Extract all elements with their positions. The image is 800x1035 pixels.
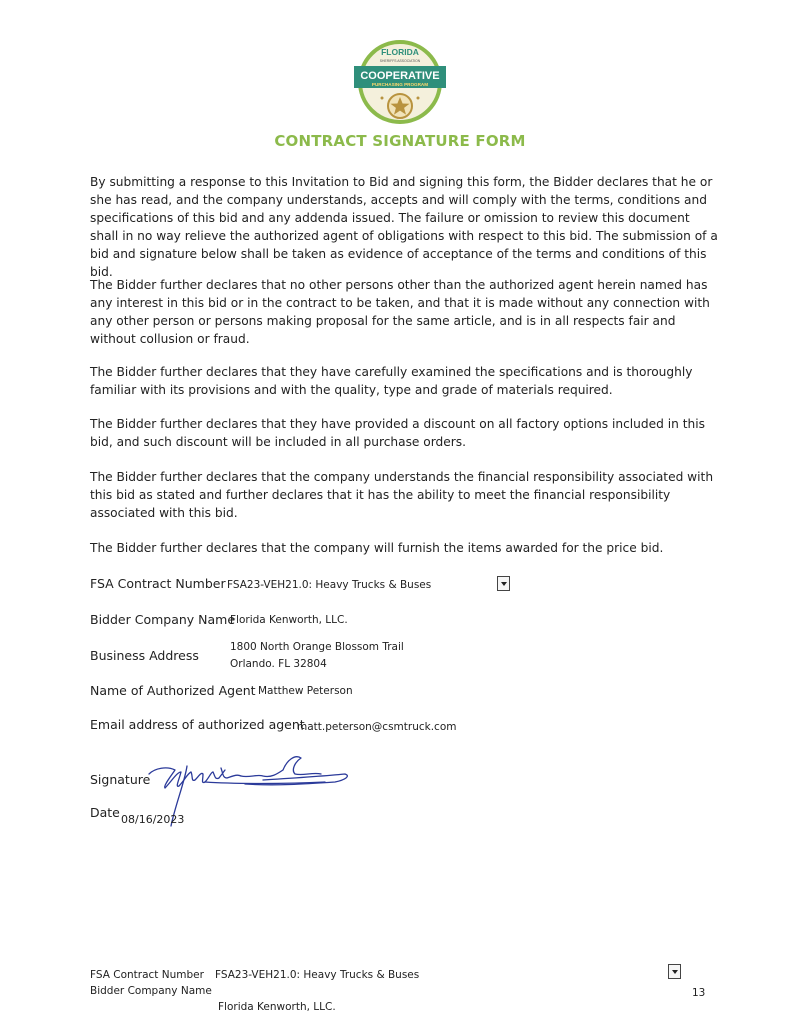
footer-company-label: Bidder Company Name [90,985,212,997]
email-value: matt.peterson@csmtruck.com [297,721,457,733]
signature-label: Signature [90,772,151,787]
paragraph-furnish: The Bidder further declares that the company will furnish the items awarded for the price bid. [90,541,664,555]
address-line-1: 1800 North Orange Blossom Trail [230,641,404,653]
authorized-agent-label: Name of Authorized Agent [90,683,256,698]
address-line-2: Orlando. FL 32804 [230,658,327,670]
date-label: Date [90,805,120,820]
footer-contract-value: FSA23-VEH21.0: Heavy Trucks & Buses [215,969,420,981]
company-name-label: Bidder Company Name [90,612,236,627]
contract-number-label: FSA Contract Number [90,576,226,591]
florida-sheriffs-cooperative-logo [350,38,450,126]
date-value: 08/16/2023 [121,813,185,826]
logo-banner-text: COOPERATIVE [360,70,440,82]
paragraph-financial: The Bidder further declares that the company understands the financial responsibility associated with this bid as stated and further declares that it has the ability to meet the financial responsibility associated with this bid. [90,470,714,521]
contract-dropdown-icon[interactable] [497,576,510,591]
page-number: 13 [692,987,706,999]
paragraph-no-other-persons: The Bidder further declares that no other persons other than the authorized agent herein named has any interest in this bid or in the contract to be taken, and that it is made without any connection with any other person or persons making proposal for the same article, and is in all respects fair and without collusion or fraud. [90,278,710,347]
footer-contract-label: FSA Contract Number [90,969,204,981]
email-label: Email address of authorized agent [90,717,305,732]
footer-company-value: Florida Kenworth, LLC. [218,1001,336,1013]
contract-number-value: FSA23-VEH21.0: Heavy Trucks & Buses [227,579,432,591]
footer-dropdown-icon[interactable] [668,964,681,979]
business-address-label: Business Address [90,648,199,663]
paragraph-terms: By submitting a response to this Invitation to Bid and signing this form, the Bidder declares that he or she has read, and the company understands, accepts and will comply with the terms, conditions and specifications of this bid and any addenda issued. The failure or omission to review this document shall in no way relieve the authorized agent of obligations with respect to this bid. The submission of a bid and signature below shall be taken as evidence of acceptance of the terms and conditions of this bid. [90,175,718,280]
logo-small-text: SHERIFFS ASSOCIATION [379,59,421,63]
logo-banner-subtext: PURCHASING PROGRAM [371,82,429,87]
page-title: CONTRACT SIGNATURE FORM [274,132,526,150]
logo-top-text: FLORIDA [381,47,419,57]
company-name-value: Florida Kenworth, LLC. [230,614,348,626]
paragraph-discount: The Bidder further declares that they have provided a discount on all factory options included in this bid, and such discount will be included in all purchase orders. [90,417,705,450]
authorized-agent-value: Matthew Peterson [258,685,353,697]
paragraph-specifications: The Bidder further declares that they have carefully examined the specifications and is thoroughly familiar with its provisions and with the quality, type and grade of materials required. [90,365,693,398]
